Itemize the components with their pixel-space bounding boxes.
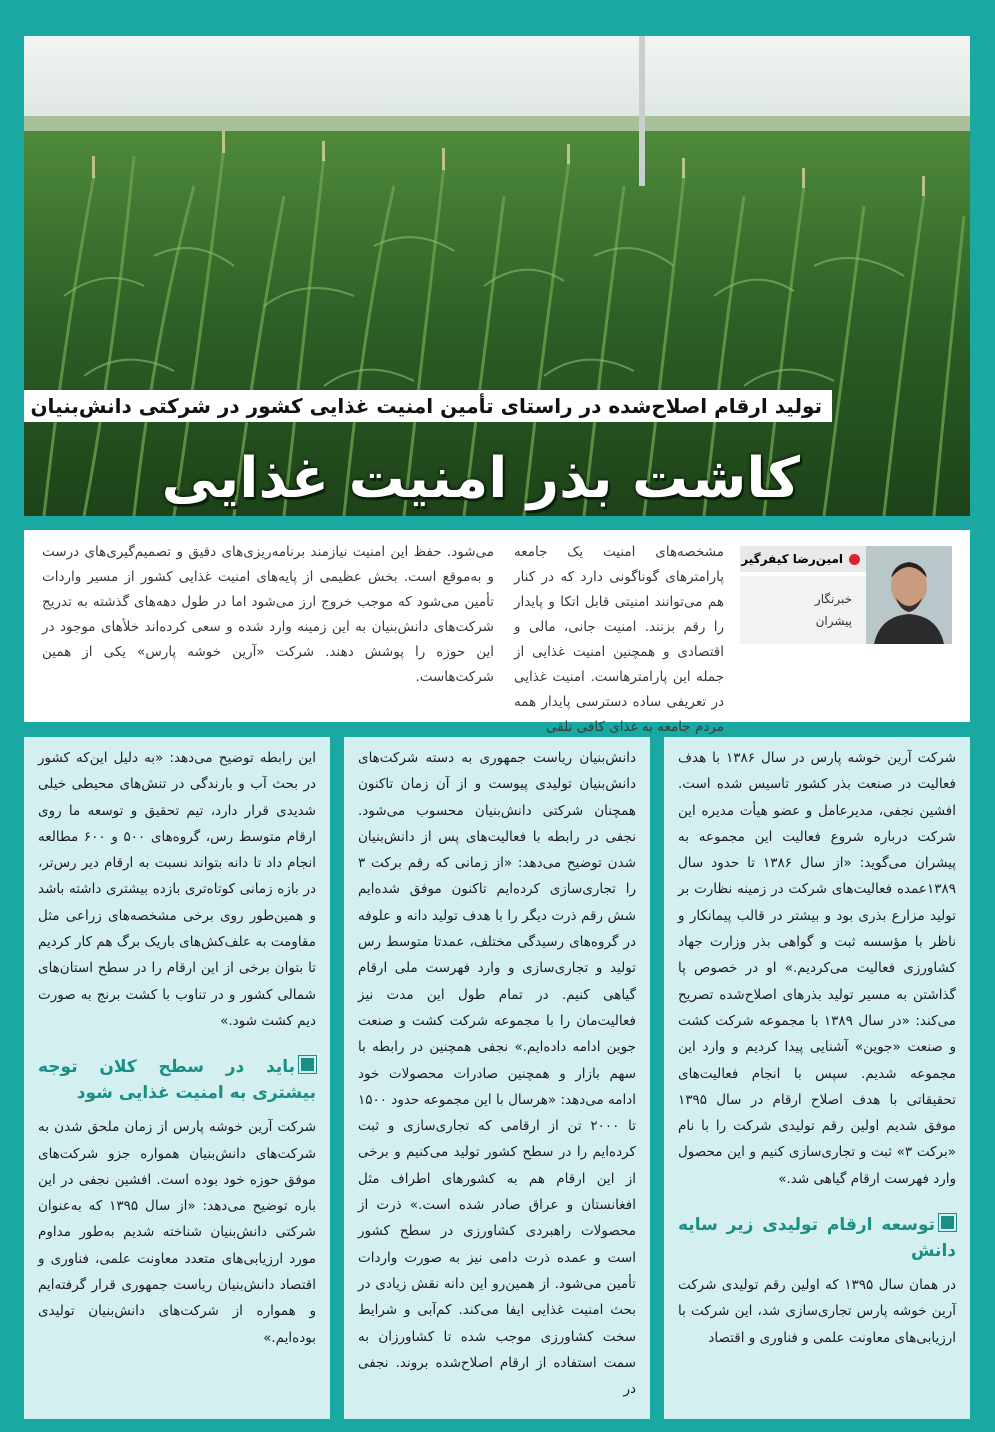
column-left-paragraph-2: شرکت آرین خوشه پارس از زمان ملحق شدن به شرکت‌های دانش‌بنیان همواره جزو شرکت‌های موفق حوزه خود بوده است. افشین نجفی در این باره توضیح می‌دهد: «از سال ۱۳۹۵ که به‌عنوان شرکتی دانش‌بنیان شناخته شدیم به‌طور مداوم مورد ارزیابی‌های متعدد معاونت علمی، فناوری و اقتصاد دانش‌بنیان ریاست جمهوری قرار گرفته‌ایم و همواره از شرکت‌های دانش‌بنیان تولیدی بوده‌ایم.» [38,1119,316,1346]
page-title: کاشت بذر امنیت غذایی [161,446,800,511]
section-heading-text: توسعه ارقام تولیدی زیر سایه دانش [678,1215,956,1262]
author-role [740,576,866,644]
section-heading-text: باید در سطح کلان توجه بیشتری به امنیت غذایی شود [38,1057,316,1104]
intro-panel [24,530,970,735]
author-role-line1: خبرنگار [814,592,852,606]
author-photo [866,546,952,644]
section-heading-right [678,1212,956,1264]
section-square-icon [299,1056,316,1073]
author-dot-icon [849,554,860,565]
section-heading-left [38,1054,316,1106]
corn-field-photo [24,36,970,516]
hero-photo [24,36,970,516]
column-middle-paragraph-1: دانش‌بنیان ریاست جمهوری به دسته شرکت‌های دانش‌بنیان تولیدی پیوست و از آن زمان تاکنون همچنان شرکتی دانش‌بنیان محسوب می‌شود. نجفی در رابطه با فعالیت‌های پس از دانش‌بنیان شدن توضیح می‌دهد: «از زمانی که رقم برکت ۳ را تجاری‌سازی کرده‌ایم تاکنون موفق شده‌ایم شش رقم ذرت دیگر را با هدف تولید دانه و علوفه در گروه‌های رسیدگی مختلف، عمدتا متوسط رس تولید و تجاری‌سازی و وارد فهرست ملی ارقام گیاهی کنیم. در تمام طول این مدت نیز فعالیت‌مان را با مجموعه شرکت کشت و صنعت جوین ادامه داده‌ایم.» نجفی همچنین در رابطه با سهم بازار و همچنین صادرات محصولات خود ادامه می‌دهد: «هرسال با این مجموعه حدود ۱۵۰۰ تا ۲۰۰۰ تن از ارقامی که تجاری‌سازی و ثبت کرده‌ایم را در سطح کشور تولید می‌کنیم و برخی از این ارقام هم به کشورهای اطراف مثل افغانستان و عراق صادر شده است.» ذرت از محصولات راهبردی کشاورزی در سطح کشور است و عمده ذرت دامی نیز به صورت واردات تأمین می‌شود. از همین‌رو این دانه نقش زیادی در بحث امنیت غذایی ایفا می‌کند. کم‌آبی و شرایط سخت کشاورزی موجب شده تا کشاورزان به سمت استفاده از ارقام اصلاح‌شده بروند. نجفی در [358,750,636,1398]
column-middle [344,737,650,1419]
section-square-icon [939,1214,956,1231]
author-name-text: امین‌رضا کیفرگیر [741,552,843,566]
intro-right-text-top [514,540,724,740]
author-card [740,546,952,646]
intro-right-text: مشخصه‌های امنیت یک جامعه پارامترهای گوناگونی دارد که در کنار هم می‌توانند امنیتی قابل اتکا و پایدار را رقم بزنند. امنیت جانی، مالی و اقتصادی و همچنین امنیت غذایی از جمله این پارامترهاست. امنیت غذایی در تعریفی ساده دسترسی پایدار همه مردم جامعه به غذای کافی تلقی [514,544,724,735]
column-right-paragraph-1: شرکت آرین خوشه پارس در سال ۱۳۸۶ با هدف فعالیت در صنعت بذر کشور تاسیس شده است. افشین نجفی، مدیرعامل و عضو هیأت مدیره این شرکت درباره شروع فعالیت این مجموعه به پیشران می‌گوید: «از سال ۱۳۸۶ تا حدود سال ۱۳۸۹عمده فعالیت‌های شرکت در زمینه نظارت بر تولید مزارع بذری بود و بیشتر در قالب پیمانکار و ناظر با مؤسسه ثبت و گواهی بذر وزارت جهاد کشاورزی فعالیت می‌کردیم.» او در خصوص پا گذاشتن به مسیر تولید بذرهای اصلاح‌شده تصریح می‌کند: «در سال ۱۳۸۹ با مجموعه شرکت کشت و صنعت «جوین» آشنایی پیدا کردیم و وارد این مجموعه شدیم. سپس با انجام فعالیت‌های تحقیقاتی با هدف اصلاح ارقام در سال ۱۳۹۵ موفق شدیم اولین رقم تولیدی شرکت را با نام «برکت ۳» ثبت و تجاری‌سازی کنیم و این محصول وارد فهرست ارقام گیاهی شد.» [678,750,957,1187]
author-role-line2: پیشران [815,614,852,628]
column-right-paragraph-2: در همان سال ۱۳۹۵ که اولین رقم تولیدی شرکت آرین خوشه پارس تجاری‌سازی شد، این شرکت با ارزیابی‌های معاونت علمی و فناوری و اقتصاد [678,1277,957,1346]
author-name [740,546,866,572]
subtitle-strip: تولید ارقام اصلاح‌شده در راستای تأمین امنیت غذایی کشور در شرکتی دانش‌بنیان [24,390,832,422]
column-right [664,737,970,1419]
intro-left-text: می‌شود. حفظ این امنیت نیازمند برنامه‌ریزی‌های دقیق و تصمیم‌گیری‌های درست و به‌موقع است. بخش عظیمی از پایه‌های امنیت غذایی کشور از مسیر واردات تأمین می‌شود که موجب خروج ارز می‌شود اما در طول دهه‌های گذشته به تدریج شرکت‌های دانش‌بنیان به این زمینه وارد شده و سعی کرده‌اند خلأهای موجود در این حوزه را پوشش دهند. شرکت «آرین خوشه پارس» یکی از همین شرکت‌هاست. [42,544,494,685]
column-left-paragraph-1: این رابطه توضیح می‌دهد: «به دلیل این‌که کشور در بحث آب و بارندگی در تنش‌های محیطی خیلی شدیدی قرار دارد، تیم تحقیق و توسعه ما روی ارقام متوسط رس، گروه‌های ۵۰۰ و ۶۰۰ مطالعه انجام داد تا دانه بتواند نسبت به ارقام دیر رس‌تر، در بازه زمانی کوتاه‌تری بازده بیشتری داشته باشد و همین‌طور روی برخی مشخصه‌های زراعی مثل مقاومت به علف‌کش‌های باریک برگ هم کار کردیم تا بتوان برخی از این ارقام را در سطح استان‌های شمالی کشور و در تناوب با کشت برنج به صورت دیم کشت شود.» [38,750,317,1029]
column-left [24,737,330,1419]
